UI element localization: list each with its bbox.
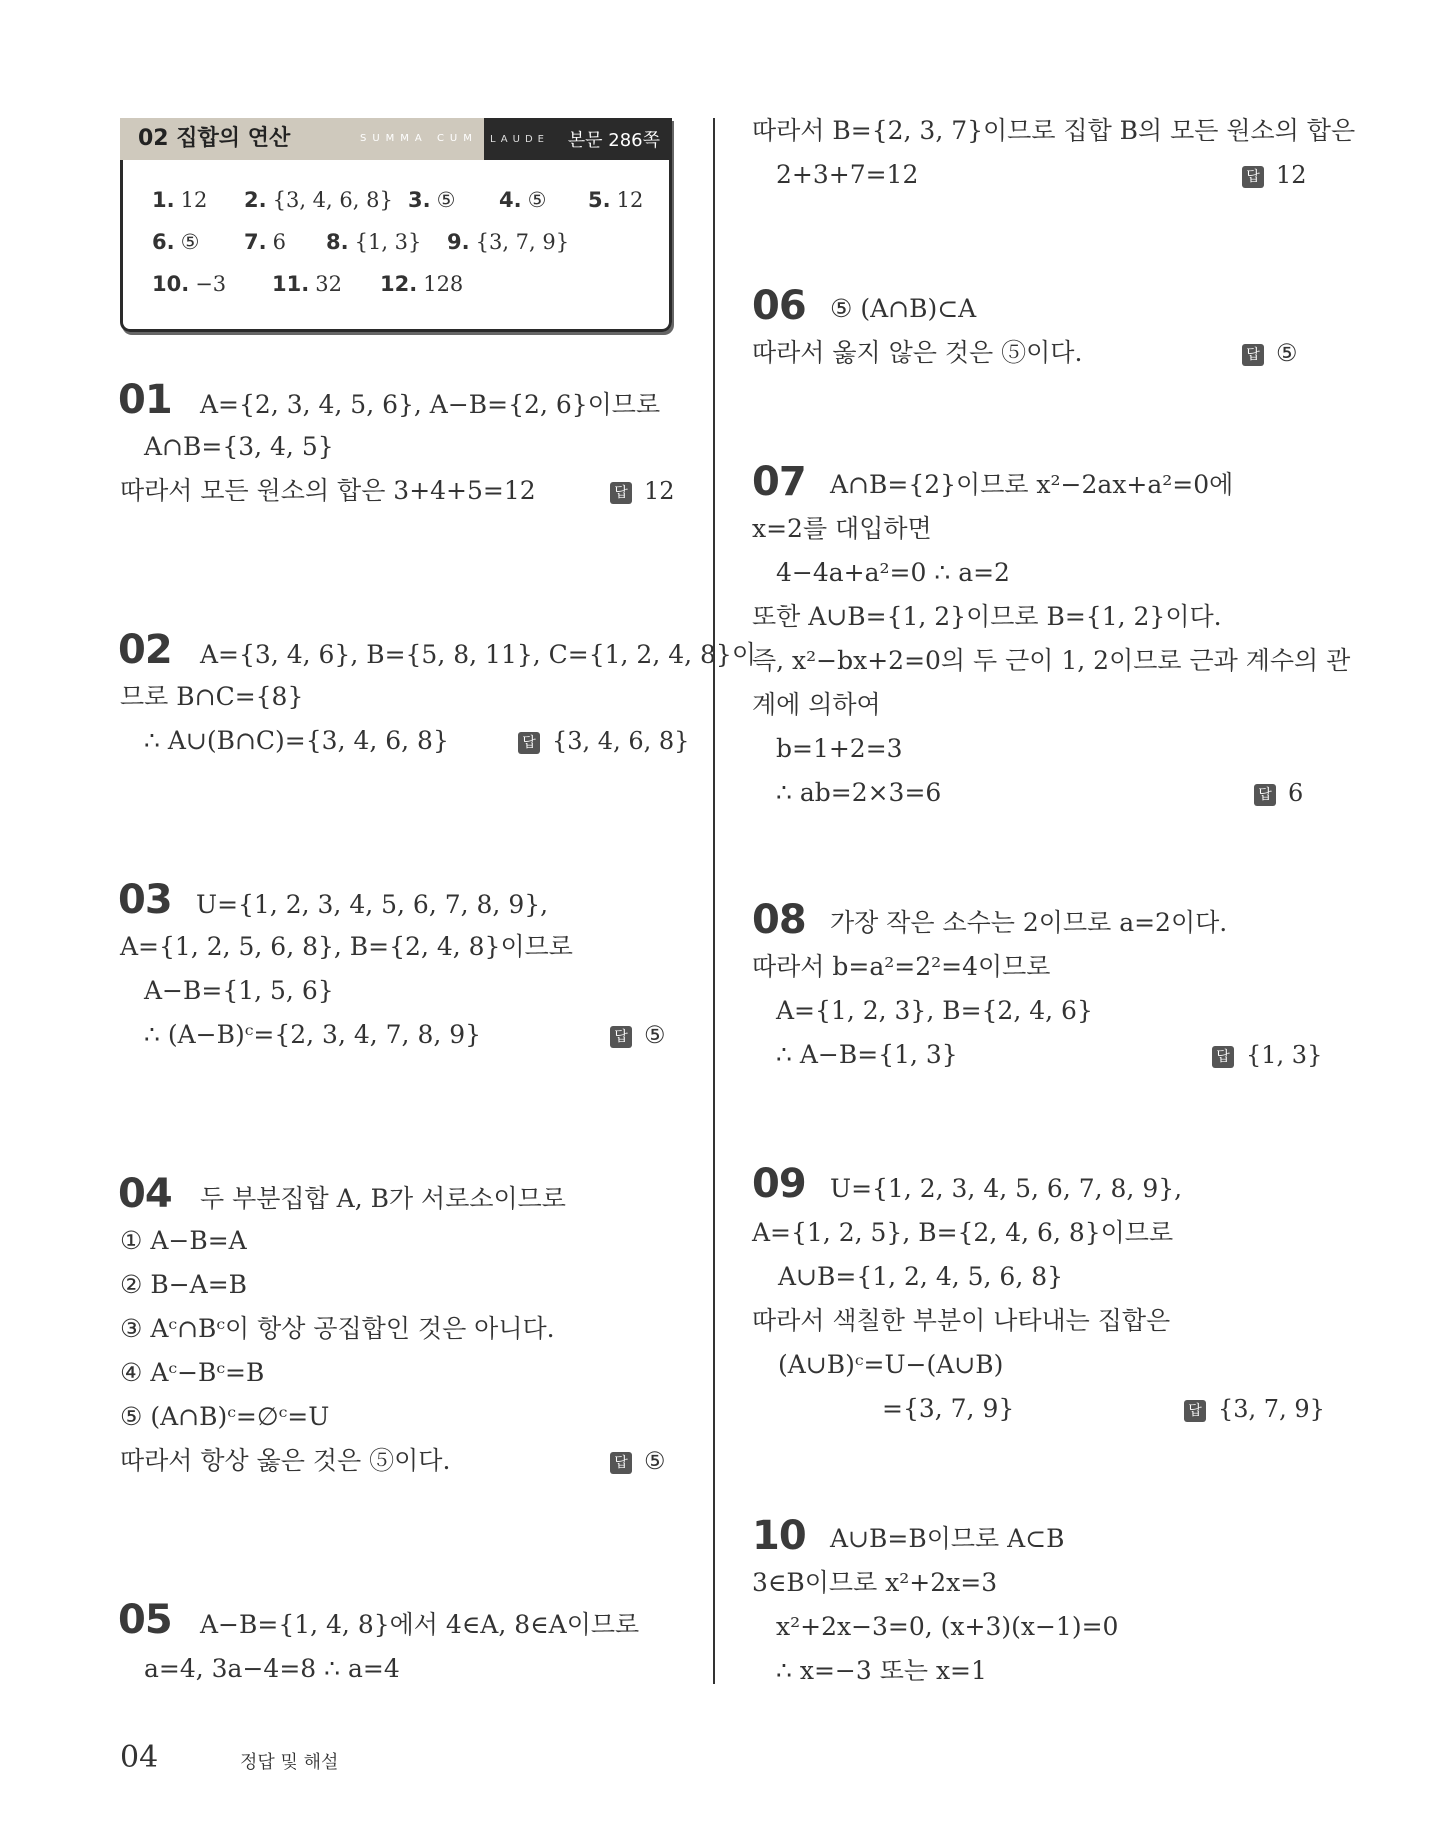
p02-line-3: ∴ A∪(B∩C)={3, 4, 6, 8} [144, 726, 449, 755]
problem-number-04: 04 [118, 1171, 172, 1217]
series-label-cont: LAUDE [490, 133, 549, 145]
column-divider [713, 118, 715, 1684]
p06-line-1: ⑤ (A∩B)⊂A [830, 294, 977, 323]
p09-line-3: A∪B={1, 2, 4, 5, 6, 8} [778, 1262, 1064, 1291]
p05-line-2: a=4, 3a−4=8 ∴ a=4 [144, 1654, 400, 1683]
quick-answer-8: 8. {1, 3} [326, 230, 422, 254]
problem-number-02: 02 [118, 627, 172, 673]
p09-line-2: A={1, 2, 5}, B={2, 4, 6, 8}이므로 [752, 1218, 1174, 1247]
p10-line-2: 3∈B이므로 x²+2x=3 [752, 1568, 998, 1597]
p03-line-1: U={1, 2, 3, 4, 5, 6, 7, 8, 9}, [196, 890, 549, 919]
answer-tag-icon: 답 [1242, 344, 1264, 366]
problem-number-07: 07 [752, 459, 806, 505]
answer-tag-icon: 답 [610, 1026, 632, 1048]
p07-line-1: A∩B={2}이므로 x²−2ax+a²=0에 [830, 470, 1234, 499]
p08-line-1: 가장 작은 소수는 2이므로 a=2이다. [830, 908, 1228, 937]
p06-line-2: 따라서 옳지 않은 것은 ⑤이다. [752, 338, 1083, 367]
r05-line-2: 2+3+7=12 [776, 160, 919, 189]
problem-number-08: 08 [752, 897, 806, 943]
quick-answer-2: 2. {3, 4, 6, 8} [244, 188, 393, 212]
answer-tag-icon: 답 [1212, 1046, 1234, 1068]
p08-line-3: A={1, 2, 3}, B={2, 4, 6} [776, 996, 1093, 1025]
page-ref-box [484, 118, 672, 160]
problem-number-10: 10 [752, 1513, 806, 1559]
quick-answer-5: 5. 12 [588, 188, 644, 212]
p07-line-4: 또한 A∪B={1, 2}이므로 B={1, 2}이다. [752, 602, 1222, 631]
answer-tag-icon: 답 [610, 482, 632, 504]
quick-answer-10: 10. −3 [152, 272, 227, 296]
problem-number-01: 01 [118, 377, 172, 423]
p04-line-6: ⑤ (A∩B)ᶜ=∅ᶜ=U [120, 1402, 330, 1431]
quick-answer-3: 3. ⑤ [408, 188, 456, 212]
p04-line-2: ① A−B=A [120, 1226, 247, 1255]
answer-tag-icon: 답 [518, 732, 540, 754]
p03-line-3: A−B={1, 5, 6} [144, 976, 334, 1005]
r05-line-1: 따라서 B={2, 3, 7}이므로 집합 B의 모든 원소의 합은 [752, 116, 1356, 145]
answer-tag-icon: 답 [1254, 784, 1276, 806]
problem-number-09: 09 [752, 1161, 806, 1207]
p04-line-4: ③ Aᶜ∩Bᶜ이 항상 공집합인 것은 아니다. [120, 1314, 555, 1343]
p08-line-2: 따라서 b=a²=2²=4이므로 [752, 952, 1051, 981]
p07-line-7: b=1+2=3 [776, 734, 903, 763]
p09-line-1: U={1, 2, 3, 4, 5, 6, 7, 8, 9}, [830, 1174, 1183, 1203]
footer-label: 정답 및 해설 [240, 1752, 339, 1773]
quick-answer-1: 1. 12 [152, 188, 208, 212]
p07-line-5: 즉, x²−bx+2=0의 두 근이 1, 2이므로 근과 계수의 관 [752, 646, 1351, 675]
p01-line-3: 따라서 모든 원소의 합은 3+4+5=12 [120, 476, 536, 505]
p02-line-1: A={3, 4, 6}, B={5, 8, 11}, C={1, 2, 4, 8}이 [200, 640, 756, 669]
problem-number-06: 06 [752, 283, 806, 329]
p07-line-2: x=2를 대입하면 [752, 514, 932, 543]
quick-answer-12: 12. 128 [380, 272, 464, 296]
p02-answer: 답 {3, 4, 6, 8} [518, 726, 689, 756]
quick-answer-11: 11. 32 [272, 272, 342, 296]
r05-answer: 답 12 [1242, 160, 1307, 190]
p10-line-4: ∴ x=−3 또는 x=1 [776, 1656, 987, 1685]
p04-line-7: 따라서 항상 옳은 것은 ⑤이다. [120, 1446, 451, 1475]
p09-line-5: (A∪B)ᶜ=U−(A∪B) [778, 1350, 1004, 1379]
p03-line-4: ∴ (A−B)ᶜ={2, 3, 4, 7, 8, 9} [144, 1020, 482, 1049]
p07-line-6: 계에 의하여 [752, 690, 881, 719]
p05-line-1: A−B={1, 4, 8}에서 4∈A, 8∈A이므로 [200, 1610, 640, 1639]
problem-number-03: 03 [118, 877, 172, 923]
section-title: 02 집합의 연산 [120, 118, 360, 160]
p09-line-4: 따라서 색칠한 부분이 나타내는 집합은 [752, 1306, 1171, 1335]
p04-line-5: ④ Aᶜ−Bᶜ=B [120, 1358, 265, 1387]
page-reference: 본문 286쪽 [567, 130, 660, 151]
p02-line-2: 므로 B∩C={8} [120, 682, 304, 711]
p04-line-1: 두 부분집합 A, B가 서로소이므로 [200, 1184, 566, 1213]
p01-line-1: A={2, 3, 4, 5, 6}, A−B={2, 6}이므로 [200, 390, 661, 419]
p04-line-3: ② B−A=B [120, 1270, 248, 1299]
p08-line-4: ∴ A−B={1, 3} [776, 1040, 958, 1069]
p01-answer: 답 12 [610, 476, 675, 506]
p07-answer: 답 6 [1254, 778, 1303, 808]
quick-answer-4: 4. ⑤ [499, 188, 547, 212]
p03-answer: 답 ⑤ [610, 1020, 666, 1050]
section-header-bar [120, 118, 672, 160]
p01-line-2: A∩B={3, 4, 5} [144, 432, 334, 461]
quick-answer-7: 7. 6 [244, 230, 286, 254]
problem-number-05: 05 [118, 1597, 172, 1643]
p08-answer: 답 {1, 3} [1212, 1040, 1322, 1070]
p06-answer: 답 ⑤ [1242, 338, 1298, 368]
p07-line-8: ∴ ab=2×3=6 [776, 778, 942, 807]
series-label: SUMMA CUM [360, 118, 484, 160]
p09-line-6: ={3, 7, 9} [882, 1394, 1015, 1423]
answer-tag-icon: 답 [610, 1452, 632, 1474]
quick-answer-9: 9. {3, 7, 9} [447, 230, 570, 254]
p07-line-3: 4−4a+a²=0 ∴ a=2 [776, 558, 1010, 587]
p10-line-1: A∪B=B이므로 A⊂B [830, 1524, 1065, 1553]
quick-answer-6: 6. ⑤ [152, 230, 200, 254]
page-number: 04 [120, 1740, 159, 1775]
p03-line-2: A={1, 2, 5, 6, 8}, B={2, 4, 8}이므로 [120, 932, 573, 961]
answer-tag-icon: 답 [1242, 166, 1264, 188]
answer-tag-icon: 답 [1184, 1400, 1206, 1422]
p09-answer: 답 {3, 7, 9} [1184, 1394, 1325, 1424]
p04-answer: 답 ⑤ [610, 1446, 666, 1476]
p10-line-3: x²+2x−3=0, (x+3)(x−1)=0 [776, 1612, 1119, 1641]
